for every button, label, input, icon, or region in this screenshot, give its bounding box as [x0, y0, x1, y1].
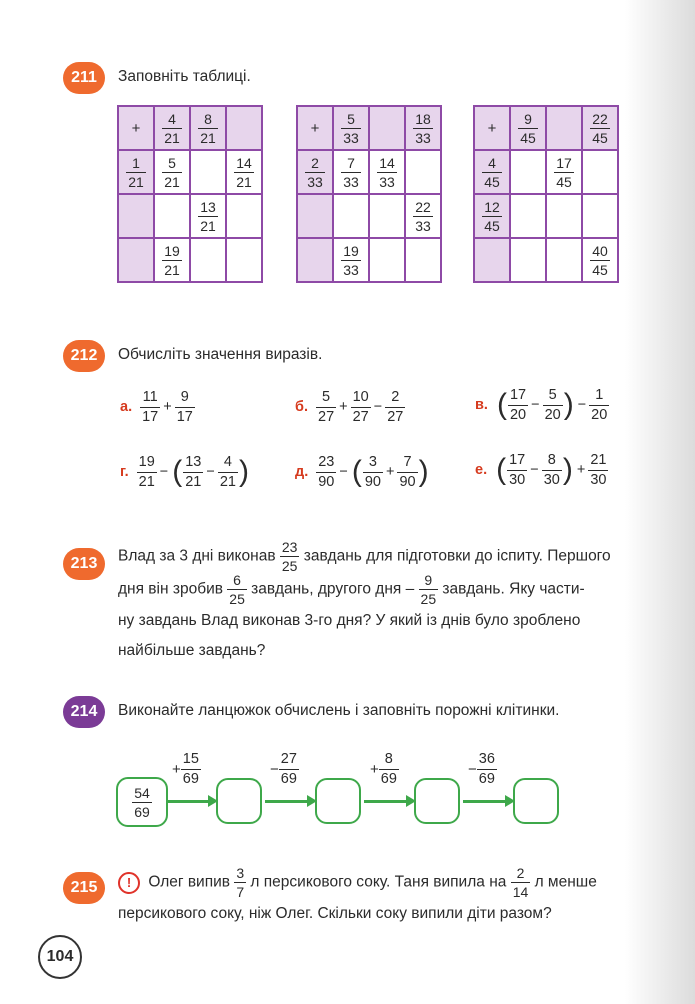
chain-empty-box-1[interactable]	[216, 778, 262, 824]
parenthesis: )	[418, 455, 429, 488]
fraction: $\frac{27}{69}$	[280, 751, 297, 787]
chain-op-2: − $\frac{27}{69}$	[270, 751, 297, 787]
fraction: $\frac{4}{45}$	[484, 154, 500, 190]
fraction: $\frac{18}{33}$	[415, 110, 431, 146]
parenthesis: )	[563, 388, 574, 421]
task-214-title: Виконайте ланцюжок обчислень і заповніть порожні клітинки.	[118, 702, 560, 719]
empty-table-cell[interactable]	[510, 194, 546, 238]
fraction: $\frac{21}{30}$	[590, 452, 607, 488]
empty-table-cell[interactable]	[510, 150, 546, 194]
fraction: $\frac{8}{69}$	[380, 751, 397, 787]
empty-table-cell[interactable]	[582, 194, 618, 238]
task-215-line-2: персикового соку, ніж Олег. Скільки соку випили діти разом?	[118, 905, 552, 922]
fraction: $\frac{22}{33}$	[415, 198, 431, 234]
plus-corner-cell: +	[297, 106, 333, 150]
fraction: $\frac{3}{7}$	[236, 865, 245, 900]
chain-arrow-4	[463, 800, 507, 803]
fraction: $\frac{14}{21}$	[236, 154, 252, 190]
chain-arrow-3	[364, 800, 408, 803]
fraction: 17 30	[509, 452, 526, 488]
parenthesis: (	[172, 455, 183, 488]
chain-empty-box-4[interactable]	[513, 778, 559, 824]
table-cell	[333, 150, 369, 194]
empty-table-cell[interactable]	[546, 194, 582, 238]
chain-empty-box-2[interactable]	[315, 778, 361, 824]
task-215-text	[118, 866, 658, 929]
header-cell	[190, 106, 226, 150]
operator: −	[373, 399, 383, 415]
fraction: $\frac{17}{45}$	[556, 154, 572, 190]
fraction: 54 69	[134, 784, 150, 820]
empty-table-cell[interactable]	[369, 238, 405, 282]
empty-table-cell[interactable]	[405, 150, 441, 194]
task-212-badge: 212	[63, 340, 105, 372]
table-cell	[154, 238, 190, 282]
parenthesis: (	[496, 388, 507, 421]
parenthesis: (	[496, 453, 507, 486]
fraction: $\frac{40}{45}$	[592, 242, 608, 278]
empty-table-cell[interactable]	[582, 150, 618, 194]
operator: +	[576, 462, 586, 478]
expression-label: г.	[120, 464, 129, 480]
fraction: $\frac{4}{21}$	[219, 454, 236, 490]
fraction: $\frac{13}{21}$	[200, 198, 216, 234]
task-213-line-2: дня він зробив $\frac{6}{25}$ завдань, другого дня – $\frac{9}{25}$ завдань. Яку части-	[118, 572, 585, 607]
task-214-badge: 214	[63, 696, 105, 728]
empty-table-cell[interactable]	[190, 238, 226, 282]
table-1	[117, 105, 263, 283]
empty-table-cell[interactable]	[546, 238, 582, 282]
fraction: $\frac{19}{33}$	[343, 242, 359, 278]
table-cell	[405, 194, 441, 238]
fraction: $\frac{36}{69}$	[478, 751, 495, 787]
task-213-badge: 213	[63, 548, 105, 580]
task-211-badge: 211	[63, 62, 105, 94]
empty-table-cell[interactable]	[226, 238, 262, 282]
chain-empty-box-3[interactable]	[414, 778, 460, 824]
task-213-line-3: ну завдань Влад виконав 3-го дня? У який із днів було зроблено	[118, 612, 581, 629]
empty-table-cell[interactable]	[226, 194, 262, 238]
fraction: $\frac{14}{33}$	[379, 154, 395, 190]
header-cell	[154, 106, 190, 150]
fraction: $\frac{7}{90}$	[399, 454, 416, 490]
header-cell[interactable]	[474, 238, 510, 282]
fraction: $\frac{15}{69}$	[182, 751, 199, 787]
fraction: $\frac{22}{45}$	[592, 110, 608, 146]
chain-arrow-1	[166, 800, 210, 803]
warning-icon: !	[118, 872, 140, 894]
operator: −	[531, 397, 540, 413]
task-212-title: Обчисліть значення виразів.	[118, 346, 323, 363]
chain-op-1: + $\frac{15}{69}$	[172, 751, 199, 787]
fraction: $\frac{8}{30}$	[543, 452, 560, 488]
task-213-line-1: Влад за 3 дні виконав $\frac{23}{25}$ завдань для підготовки до іспиту. Першого	[118, 539, 611, 574]
fraction: $\frac{1}{21}$	[128, 154, 144, 190]
empty-table-cell[interactable]	[369, 194, 405, 238]
header-cell	[474, 194, 510, 238]
header-cell[interactable]	[297, 194, 333, 238]
table-cell	[154, 150, 190, 194]
chain-op-4: − $\frac{36}{69}$	[468, 751, 495, 787]
expression-label: а.	[120, 399, 133, 415]
table-cell	[369, 150, 405, 194]
fraction: $\frac{12}{45}$	[484, 198, 500, 234]
table-cell	[190, 194, 226, 238]
parenthesis: (	[351, 455, 362, 488]
fraction: $\frac{10}{27}$	[352, 389, 369, 425]
fraction: $\frac{23}{25}$	[281, 539, 298, 574]
fraction: 5 27	[318, 389, 335, 425]
header-cell[interactable]	[226, 106, 262, 150]
operator: −	[577, 397, 587, 413]
plus-corner-cell: +	[474, 106, 510, 150]
expression-e	[295, 455, 430, 489]
table-cell	[546, 150, 582, 194]
header-cell[interactable]	[118, 194, 154, 238]
header-cell	[582, 106, 618, 150]
operator: +	[339, 399, 348, 415]
header-cell[interactable]	[118, 238, 154, 282]
header-cell	[474, 150, 510, 194]
fraction: $\frac{2}{33}$	[307, 154, 323, 190]
empty-table-cell[interactable]	[154, 194, 190, 238]
chain-op-3: + $\frac{8}{69}$	[370, 751, 397, 787]
header-cell[interactable]	[546, 106, 582, 150]
fraction: $\frac{2}{27}$	[387, 389, 404, 425]
fraction: 11 17	[142, 389, 159, 425]
table-3	[473, 105, 619, 283]
expression-f	[475, 453, 608, 487]
chain-start-box	[116, 777, 168, 827]
operator: +	[163, 399, 172, 415]
header-cell	[118, 150, 154, 194]
fraction: $\frac{4}{21}$	[164, 110, 180, 146]
expression-label: б.	[295, 399, 308, 415]
empty-table-cell[interactable]	[190, 150, 226, 194]
expression-c	[475, 388, 609, 422]
header-cell	[510, 106, 546, 150]
fraction: 23 90	[318, 454, 335, 490]
operator: −	[530, 462, 539, 478]
expression-label: д.	[295, 464, 309, 480]
task-215-badge: 215	[63, 872, 105, 904]
operator: −	[339, 464, 348, 480]
table-cell	[582, 238, 618, 282]
expression-b	[295, 390, 405, 424]
fraction: 3 90	[364, 454, 381, 490]
task-211-title: Заповніть таблиці.	[118, 68, 251, 85]
fraction: $\frac{2}{14}$	[512, 865, 529, 900]
header-cell[interactable]	[369, 106, 405, 150]
operator: +	[385, 464, 395, 480]
table-cell	[333, 238, 369, 282]
fraction: $\frac{19}{21}$	[164, 242, 180, 278]
empty-table-cell[interactable]	[405, 238, 441, 282]
header-cell	[405, 106, 441, 150]
header-cell[interactable]	[297, 238, 333, 282]
page-edge-shadow	[625, 0, 695, 1004]
empty-table-cell[interactable]	[333, 194, 369, 238]
expression-label: е.	[475, 462, 488, 478]
fraction: $\frac{1}{20}$	[591, 387, 608, 423]
fraction: $\frac{6}{25}$	[229, 572, 245, 607]
expression-label: в.	[475, 397, 488, 413]
fraction: $\frac{8}{21}$	[200, 110, 216, 146]
parenthesis: )	[562, 453, 573, 486]
fraction: 13 21	[185, 454, 202, 490]
operator: −	[159, 464, 169, 480]
expression-a	[120, 390, 195, 424]
fraction: $\frac{9}{17}$	[176, 389, 193, 425]
operator: −	[206, 464, 215, 480]
page-number: 104	[38, 935, 82, 979]
fraction: $\frac{9}{25}$	[420, 572, 437, 607]
header-cell	[297, 150, 333, 194]
empty-table-cell[interactable]	[510, 238, 546, 282]
fraction: $\frac{7}{33}$	[343, 154, 359, 190]
header-cell	[333, 106, 369, 150]
fraction: $\frac{5}{33}$	[343, 110, 359, 146]
fraction: $\frac{5}{20}$	[544, 387, 561, 423]
parenthesis: )	[238, 455, 249, 488]
expression-d	[120, 455, 250, 489]
task-213-text	[118, 540, 648, 666]
task-213-line-4: найбільше завдань?	[118, 642, 266, 659]
fraction: 17 20	[509, 387, 527, 423]
fraction: $\frac{5}{21}$	[164, 154, 180, 190]
chain-arrow-2	[265, 800, 309, 803]
task-215-line-1: ! Олег випив $\frac{3}{7}$ л персикового соку. Таня випила на $\frac{2}{14}$ л менше	[118, 866, 658, 899]
table-2	[296, 105, 442, 283]
fraction: $\frac{9}{45}$	[520, 110, 536, 146]
table-cell	[226, 150, 262, 194]
plus-corner-cell: +	[118, 106, 154, 150]
fraction: 19 21	[138, 454, 155, 490]
